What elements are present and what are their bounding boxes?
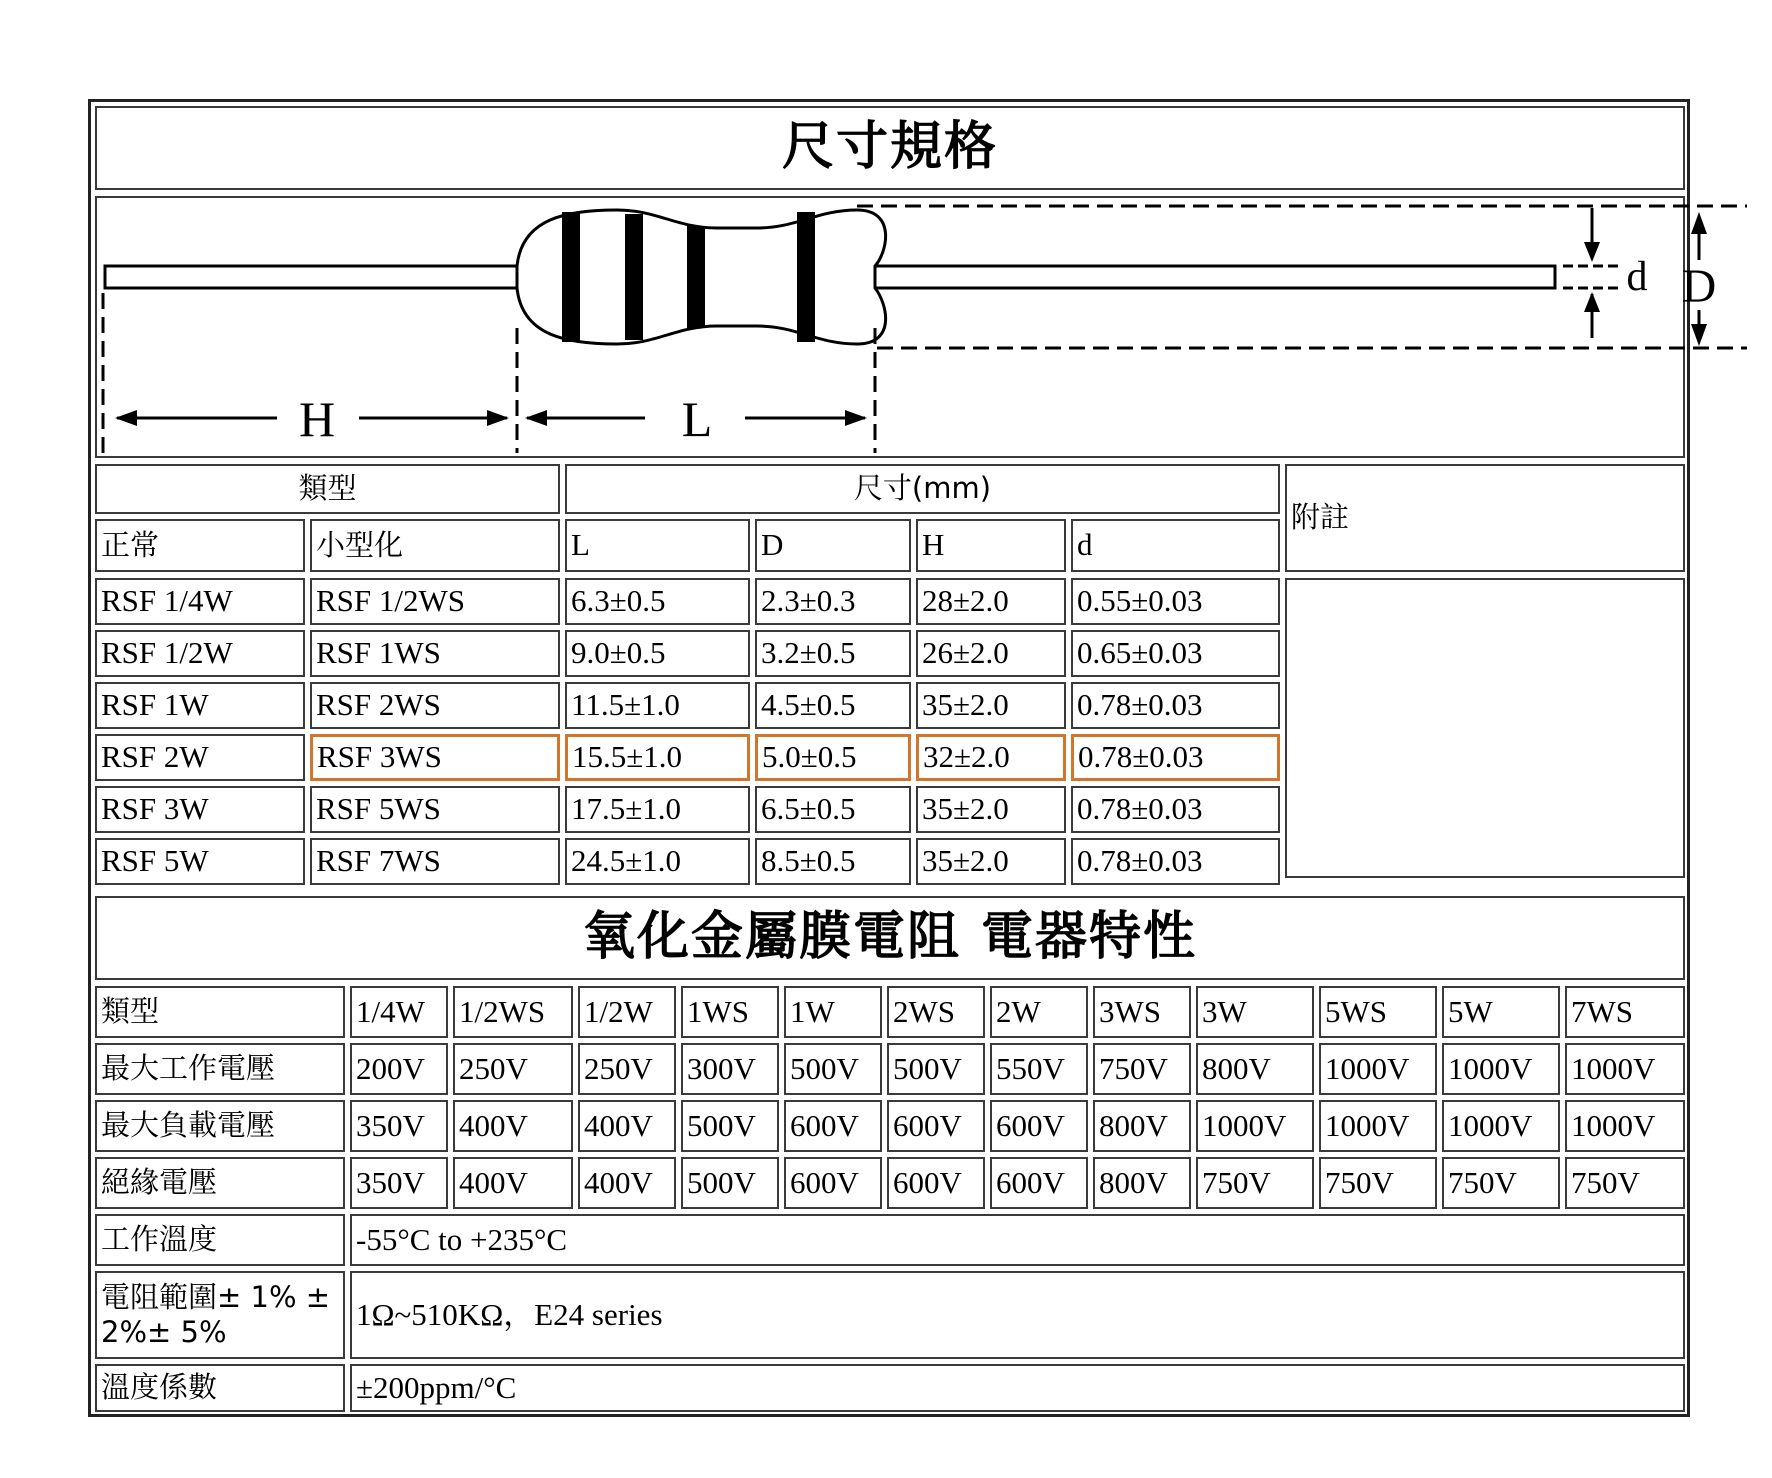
resistor-diagram	[95, 196, 1717, 458]
voltage-cell: 250V	[578, 1043, 676, 1095]
voltage-cell: 750V	[1565, 1157, 1685, 1209]
dim-cell: 4.5±0.5	[755, 682, 911, 729]
resistance-range-label: 電阻範圍± 1% ± 2%± 5%	[95, 1271, 345, 1359]
color-band-3	[687, 226, 705, 328]
type-header: 3WS	[1093, 986, 1191, 1038]
dim-cell: 35±2.0	[916, 682, 1066, 729]
voltage-cell: 1000V	[1442, 1043, 1560, 1095]
col-L: L	[565, 519, 750, 572]
operating-temp-label: 工作溫度	[95, 1214, 345, 1266]
insulation-voltage-label: 絕緣電壓	[95, 1157, 345, 1209]
dim-cell: 17.5±1.0	[565, 786, 750, 833]
d-label: d	[1626, 254, 1648, 300]
max-working-voltage-label: 最大工作電壓	[95, 1043, 345, 1095]
dim-cell: RSF 1/4W	[95, 578, 305, 625]
voltage-cell: 800V	[1093, 1157, 1191, 1209]
temp-coeff-label: 溫度係數	[95, 1364, 345, 1412]
voltage-cell: 600V	[887, 1157, 985, 1209]
voltage-cell: 350V	[350, 1100, 448, 1152]
right-lead	[875, 266, 1555, 288]
dim-cell: 0.78±0.03	[1071, 786, 1280, 833]
dim-cell: RSF 1W	[95, 682, 305, 729]
type-header: 1/4W	[350, 986, 448, 1038]
color-band-4	[797, 212, 815, 342]
resistance-range-value: 1Ω~510KΩ，E24 series	[350, 1271, 1685, 1359]
voltage-cell: 350V	[350, 1157, 448, 1209]
dim-cell-highlighted: 5.0±0.5	[755, 734, 911, 781]
dim-cell: 35±2.0	[916, 786, 1066, 833]
type-label: 類型	[95, 986, 345, 1038]
header-type: 類型	[95, 464, 560, 514]
voltage-cell: 750V	[1093, 1043, 1191, 1095]
voltage-cell: 500V	[681, 1157, 779, 1209]
dim-cell: 26±2.0	[916, 630, 1066, 677]
voltage-cell: 1000V	[1565, 1100, 1685, 1152]
type-header: 5WS	[1319, 986, 1437, 1038]
voltage-cell: 600V	[990, 1100, 1088, 1152]
type-header: 1WS	[681, 986, 779, 1038]
col-H: H	[916, 519, 1066, 572]
type-header: 1/2W	[578, 986, 676, 1038]
header-size: 尺寸(mm)	[565, 464, 1280, 514]
dim-cell: 6.3±0.5	[565, 578, 750, 625]
operating-temp-value: -55°C to +235°C	[350, 1214, 1685, 1266]
voltage-cell: 550V	[990, 1043, 1088, 1095]
dimensions-title: 尺寸規格	[95, 106, 1685, 190]
color-band-2	[625, 214, 643, 340]
dim-cell-highlighted: 0.78±0.03	[1071, 734, 1280, 781]
voltage-cell: 400V	[453, 1157, 573, 1209]
voltage-cell: 1000V	[1196, 1100, 1314, 1152]
dim-cell: RSF 7WS	[310, 838, 560, 885]
dim-cell: 0.78±0.03	[1071, 838, 1280, 885]
dim-cell: 3.2±0.5	[755, 630, 911, 677]
col-D: D	[755, 519, 911, 572]
D-label: D	[1681, 260, 1717, 313]
voltage-cell: 750V	[1319, 1157, 1437, 1209]
col-normal: 正常	[95, 519, 305, 572]
voltage-cell: 600V	[784, 1100, 882, 1152]
dim-cell-highlighted: RSF 3WS	[310, 734, 560, 781]
dim-cell: 9.0±0.5	[565, 630, 750, 677]
dim-cell: 2.3±0.3	[755, 578, 911, 625]
dim-cell: 24.5±1.0	[565, 838, 750, 885]
col-d: d	[1071, 519, 1280, 572]
color-band-1	[562, 212, 580, 342]
spec-sheet	[88, 99, 1717, 1417]
dim-cell: 11.5±1.0	[565, 682, 750, 729]
dim-cell: RSF 3W	[95, 786, 305, 833]
voltage-cell: 1000V	[1319, 1043, 1437, 1095]
electrical-title: 氧化金屬膜電阻 電器特性	[95, 896, 1685, 980]
temp-coeff-value: ±200ppm/°C	[350, 1364, 1685, 1412]
type-header: 2WS	[887, 986, 985, 1038]
dim-cell: 0.78±0.03	[1071, 682, 1280, 729]
resistor-drawing	[97, 198, 1717, 456]
dim-cell: 35±2.0	[916, 838, 1066, 885]
voltage-cell: 1000V	[1442, 1100, 1560, 1152]
type-header: 3W	[1196, 986, 1314, 1038]
voltage-cell: 400V	[453, 1100, 573, 1152]
voltage-cell: 600V	[887, 1100, 985, 1152]
header-note: 附註	[1285, 464, 1685, 572]
type-header: 5W	[1442, 986, 1560, 1038]
dim-cell: RSF 1WS	[310, 630, 560, 677]
voltage-cell: 600V	[990, 1157, 1088, 1209]
dim-cell: RSF 2W	[95, 734, 305, 781]
dim-cell: RSF 1/2W	[95, 630, 305, 677]
dim-cell: RSF 5W	[95, 838, 305, 885]
type-header: 1/2WS	[453, 986, 573, 1038]
dim-cell: 8.5±0.5	[755, 838, 911, 885]
voltage-cell: 400V	[578, 1157, 676, 1209]
dim-cell: 28±2.0	[916, 578, 1066, 625]
dim-cell: 0.55±0.03	[1071, 578, 1280, 625]
h-label: H	[298, 391, 336, 447]
voltage-cell: 200V	[350, 1043, 448, 1095]
type-header: 1W	[784, 986, 882, 1038]
type-header: 7WS	[1565, 986, 1685, 1038]
col-miniature: 小型化	[310, 519, 560, 572]
voltage-cell: 600V	[784, 1157, 882, 1209]
voltage-cell: 500V	[887, 1043, 985, 1095]
dim-cell: 6.5±0.5	[755, 786, 911, 833]
dim-cell-highlighted: 15.5±1.0	[565, 734, 750, 781]
voltage-cell: 800V	[1093, 1100, 1191, 1152]
dim-cell-highlighted: 32±2.0	[916, 734, 1066, 781]
max-load-voltage-label: 最大負載電壓	[95, 1100, 345, 1152]
dim-cell: RSF 2WS	[310, 682, 560, 729]
l-label: L	[681, 391, 713, 447]
note-body	[1285, 578, 1685, 878]
voltage-cell: 500V	[681, 1100, 779, 1152]
voltage-cell: 500V	[784, 1043, 882, 1095]
voltage-cell: 1000V	[1565, 1043, 1685, 1095]
type-header: 2W	[990, 986, 1088, 1038]
voltage-cell: 300V	[681, 1043, 779, 1095]
voltage-cell: 400V	[578, 1100, 676, 1152]
voltage-cell: 750V	[1442, 1157, 1560, 1209]
voltage-cell: 800V	[1196, 1043, 1314, 1095]
dim-cell: RSF 1/2WS	[310, 578, 560, 625]
dim-cell: RSF 5WS	[310, 786, 560, 833]
voltage-cell: 1000V	[1319, 1100, 1437, 1152]
voltage-cell: 750V	[1196, 1157, 1314, 1209]
dim-cell: 0.65±0.03	[1071, 630, 1280, 677]
voltage-cell: 250V	[453, 1043, 573, 1095]
left-lead	[105, 266, 517, 288]
